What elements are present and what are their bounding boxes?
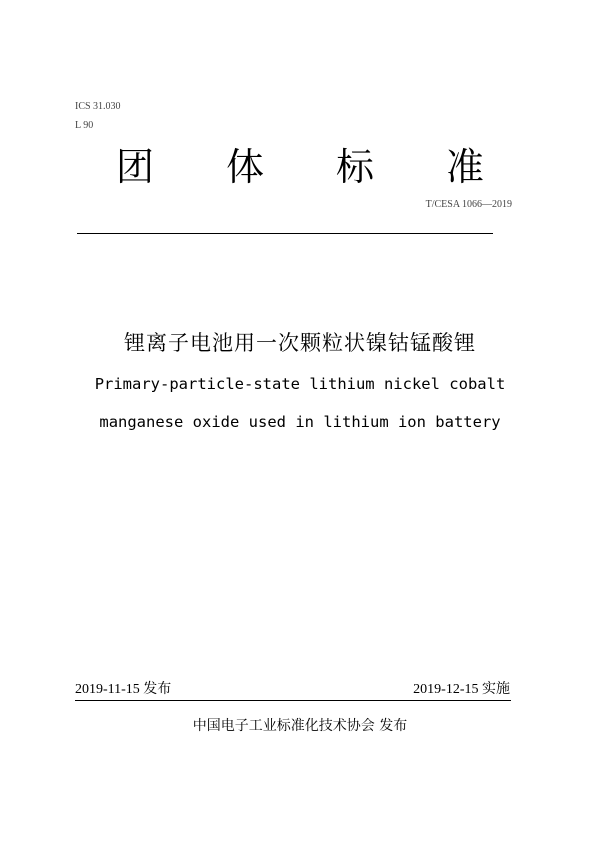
ics-code: ICS 31.030 [75,101,121,112]
header-divider [77,233,493,234]
doc-type-char: 体 [226,145,265,189]
publisher: 中国电子工业标准化技术协会 发布 [192,718,408,734]
doc-type-char: 标 [336,145,375,189]
footer-divider [75,700,511,701]
doc-type-char: 团 [116,145,155,189]
title-english-line-1: Primary-particle-state lithium nickel cobalt [94,375,506,393]
title-english-line-2: manganese oxide used in lithium ion battery [99,413,501,431]
document-type-heading [0,142,600,192]
issue-date: 2019-11-15 发布 [75,682,172,697]
doc-type-char: 准 [446,145,485,189]
title-chinese: 锂离子电池用一次颗粒状镍钴锰酸锂 [124,331,476,355]
ccs-code: L 90 [75,120,94,131]
implementation-date: 2019-12-15 实施 [413,682,510,697]
standard-number: T/CESA 1066—2019 [425,199,512,210]
